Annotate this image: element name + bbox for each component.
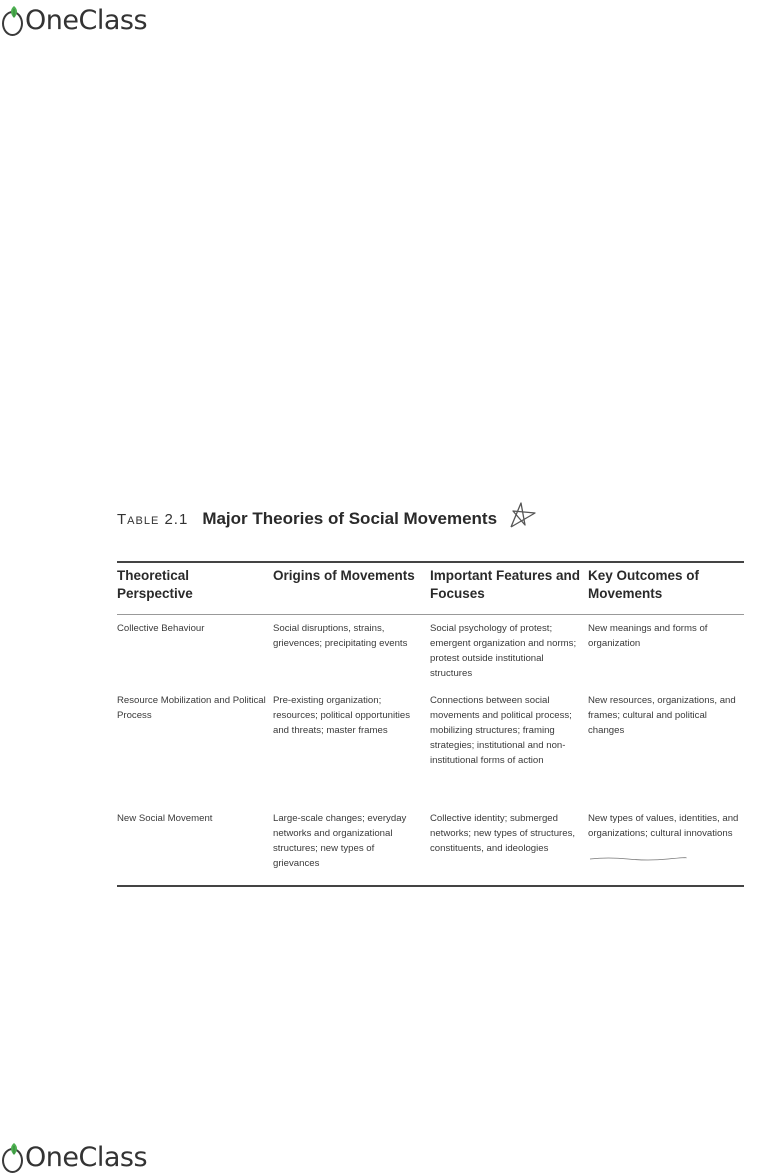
table-cell: Collective identity; submerged networks; new types of structures, constituents, and ideologies: [430, 813, 576, 854]
handwritten-star-mark: [507, 501, 539, 531]
handwritten-underline: [588, 856, 688, 862]
header-theoretical-perspective: Theoretical Perspective: [117, 568, 193, 601]
logo-mark: [2, 6, 26, 36]
table-cell: Social psychology of protest; emergent organization and norms; protest outside institutional structures: [430, 623, 577, 679]
leaf-icon: [9, 6, 19, 18]
leaf-icon: [9, 1143, 19, 1155]
header-outcomes: Key Outcomes of Movements: [588, 568, 700, 601]
table-bottom-rule: [117, 885, 744, 887]
table-cell: New resources, organizations, and frames; cultural and political changes: [588, 695, 736, 736]
table-cell: Social disruptions, strains, grievences; precipitating events: [273, 623, 408, 649]
table-cell: New meanings and forms of organization: [588, 623, 708, 649]
table-cell: Connections between social movements and political process; mobilizing structures; framing strategies; institutional and non-institutional forms of action: [430, 695, 572, 766]
table-cell: New Social Movement: [117, 813, 213, 824]
logo-text: OneClass: [25, 1142, 148, 1173]
logo-mark: [2, 1143, 26, 1173]
table-cell: New types of values, identities, and organizations; cultural innovations: [588, 813, 739, 839]
table-top-rule: [117, 561, 744, 563]
table-label: Table 2.1: [117, 511, 189, 528]
header-origins: Origins of Movements: [273, 568, 415, 583]
table-cell: Pre-existing organization; resources; political opportunities and threats; master frames: [273, 695, 411, 736]
table-cell: Resource Mobilization and Political Process: [117, 695, 266, 721]
table-caption: [117, 509, 497, 529]
table-cell: Large-scale changes; everyday networks and organizational structures; new types of grievances: [273, 813, 407, 869]
oneclass-logo: [2, 0, 147, 36]
oneclass-logo-footer: [2, 1137, 147, 1173]
table-cell: Collective Behaviour: [117, 623, 205, 634]
table-title: Major Theories of Social Movements: [202, 509, 498, 528]
logo-text: OneClass: [25, 5, 148, 36]
table-header-rule: [117, 614, 744, 615]
header-features: Important Features and Focuses: [430, 568, 581, 601]
